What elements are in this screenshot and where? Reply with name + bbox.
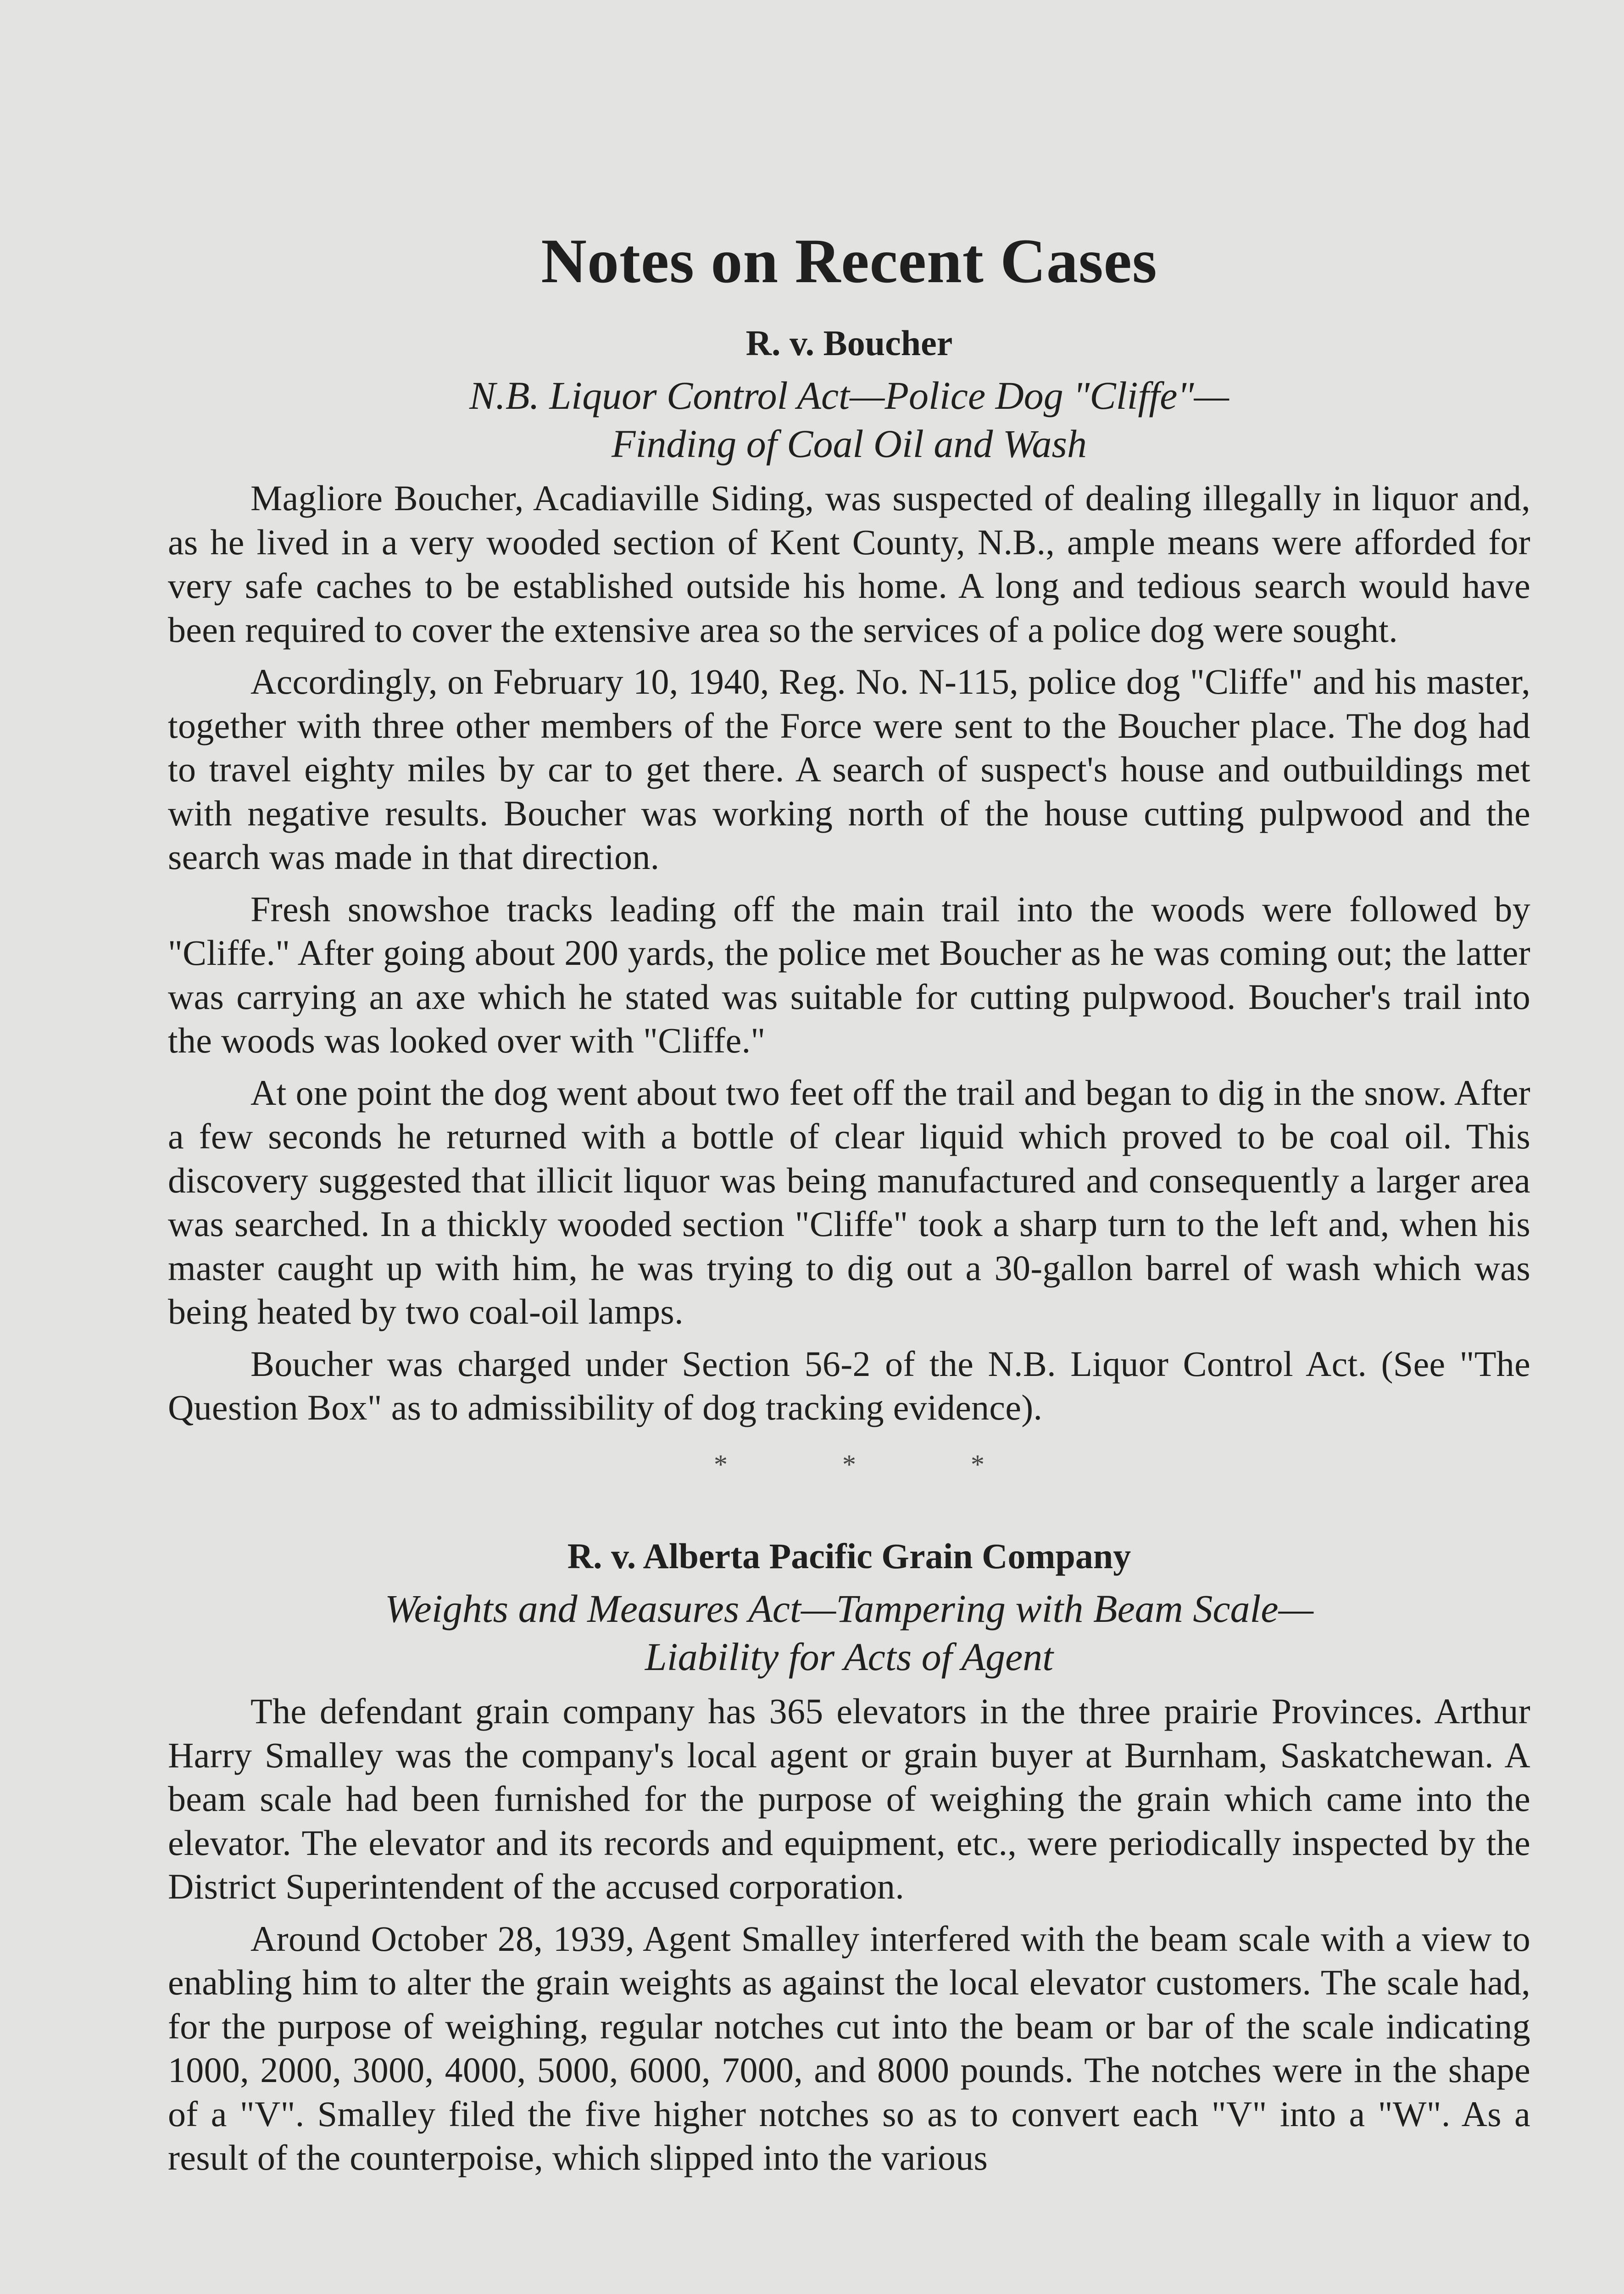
case-alberta-pacific: [168, 1535, 1530, 2180]
paragraph: The defendant grain company has 365 elevators in the three prairie Provinces. Arthur Harry Smalley was the company's local agent or grain buyer at Burnham, Saskatchewan. A beam scale had been furnished for the purpose of weighing the grain which came into the elevator. The elevator and its records and equipment, etc., were periodically inspected by the District Superintendent of the accused corporation.: [168, 1691, 1530, 1907]
case-subtitle-line: Finding of Coal Oil and Wash: [611, 422, 1087, 466]
separator-asterisk: *: [714, 1449, 728, 1480]
case-heading: R. v. Alberta Pacific Grain Company: [567, 1536, 1131, 1576]
paragraph: Accordingly, on February 10, 1940, Reg. No. N-115, police dog "Cliffe" and his master, together with three other members of the Force were sent to the Boucher place. The dog had to travel eighty miles by car to get there. A search of suspect's house and outbuildings met with negative results. Boucher was working north of the house cutting pulpwood and the search was made in that direction.: [168, 662, 1530, 877]
case-subtitle-line: Weights and Measures Act—Tampering with Beam Scale—: [384, 1587, 1314, 1631]
paragraph: Around October 28, 1939, Agent Smalley interfered with the beam scale with a view to enabling him to alter the grain weights as against the local elevator customers. The scale had, for the purpose of weighing, regular notches cut into the beam or bar of the scale indicating 1000, 2000, 3000, 4000, 5000, 6000, 7000, and 8000 pounds. The notches were in the shape of a "V". Smalley filed the five higher notches so as to convert each "V" into a "W". As a result of the counterpoise, which slipped into the various: [168, 1918, 1530, 2178]
paragraph: At one point the dog went about two feet off the trail and began to dig in the snow. After a few seconds he returned with a bottle of clear liquid which proved to be coal oil. This discovery suggested that illicit liquor was being manufactured and consequently a larger area was searched. In a thickly wooded section "Cliffe" took a sharp turn to the left and, when his master caught up with him, he was trying to dig out a 30-gallon barrel of wash which was being heated by two coal-oil lamps.: [168, 1072, 1530, 1332]
section-separator: [168, 1449, 1530, 1481]
case-boucher: [168, 322, 1530, 1430]
case-subtitle-line: N.B. Liquor Control Act—Police Dog "Cliffe"—: [469, 373, 1229, 418]
case-heading: R. v. Boucher: [745, 323, 953, 363]
case-subtitle: [168, 1585, 1530, 1681]
separator-asterisk: *: [971, 1449, 984, 1480]
paragraph: Magliore Boucher, Acadiaville Siding, was suspected of dealing illegally in liquor and, as he lived in a very wooded section of Kent County, N.B., ample means were afforded for very safe caches to be established outside his home. A long and tedious search would have been required to cover the extensive area so the services of a police dog were sought.: [168, 478, 1530, 650]
case-subtitle: [168, 372, 1530, 468]
paragraph: Fresh snowshoe tracks leading off the main trail into the woods were followed by "Cliffe." After going about 200 yards, the police met Boucher as he was coming out; the latter was carrying an axe which he stated was suitable for cutting pulpwood. Boucher's trail into the woods was looked over with "Cliffe.": [168, 889, 1530, 1061]
case-subtitle-line: Liability for Acts of Agent: [645, 1635, 1054, 1679]
paragraph: Boucher was charged under Section 56-2 of the N.B. Liquor Control Act. (See "The Question Box" as to admissibility of dog tracking evidence).: [168, 1343, 1530, 1428]
page-body: [168, 225, 1530, 2188]
page-title: Notes on Recent Cases: [541, 226, 1157, 296]
separator-asterisk: *: [842, 1449, 856, 1480]
